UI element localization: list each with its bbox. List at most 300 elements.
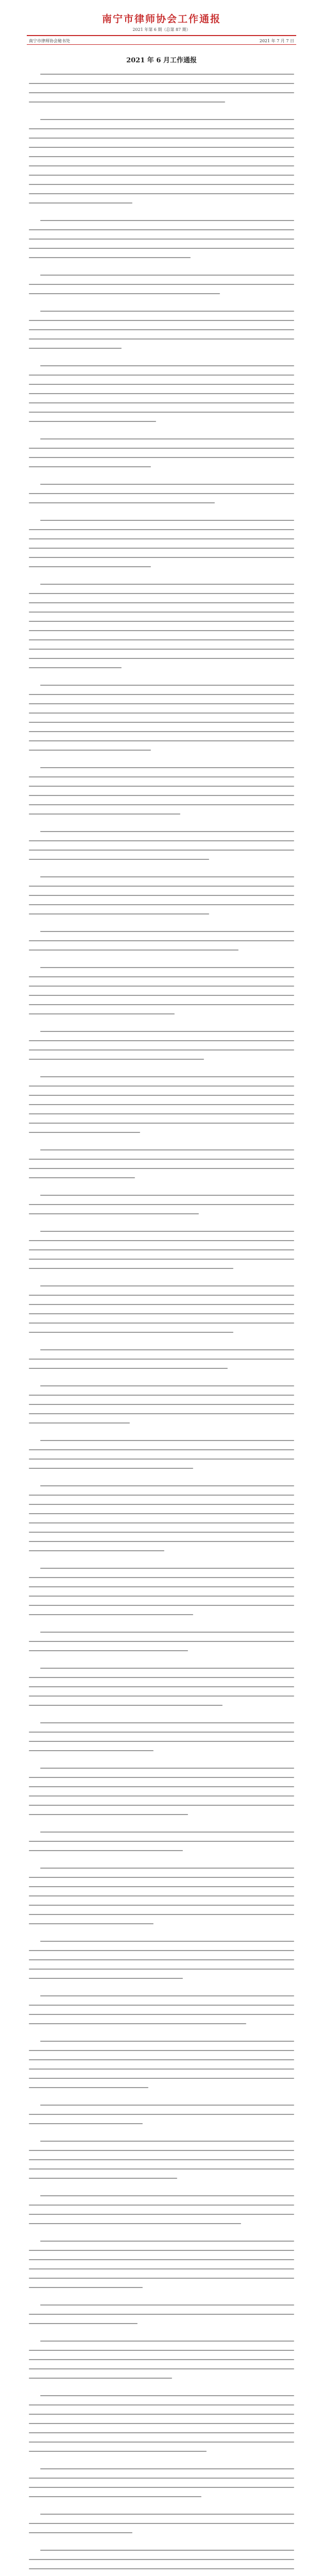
text-line bbox=[29, 972, 294, 981]
text-line-bar bbox=[40, 876, 294, 877]
text-line bbox=[29, 1936, 294, 1945]
text-line-bar bbox=[40, 1231, 294, 1232]
text-line-bar bbox=[29, 1814, 188, 1815]
text-line-bar bbox=[29, 2350, 294, 2351]
text-line-bar bbox=[29, 457, 294, 458]
text-line-bar bbox=[40, 831, 294, 832]
text-line bbox=[29, 1363, 294, 1372]
text-line-bar bbox=[29, 1323, 294, 1324]
body-paragraph bbox=[29, 1072, 294, 1137]
text-line bbox=[29, 2518, 294, 2528]
text-line bbox=[29, 2055, 294, 2064]
body-paragraph bbox=[29, 926, 294, 954]
text-line bbox=[29, 781, 294, 790]
text-line bbox=[29, 1782, 294, 1791]
text-line bbox=[29, 1327, 294, 1336]
text-line bbox=[29, 2109, 294, 2119]
text-line bbox=[29, 142, 294, 151]
text-line-bar bbox=[29, 840, 294, 841]
text-line-bar bbox=[40, 1485, 294, 1486]
body-paragraph bbox=[29, 826, 294, 863]
text-line bbox=[29, 2564, 294, 2573]
text-line-bar bbox=[29, 1914, 294, 1915]
text-line bbox=[29, 1682, 294, 1691]
text-line-bar bbox=[40, 119, 294, 120]
text-line bbox=[29, 1290, 294, 1299]
text-line-bar bbox=[29, 175, 294, 176]
body-paragraph bbox=[29, 2300, 294, 2328]
text-line bbox=[29, 1435, 294, 1445]
text-line-bar bbox=[29, 92, 294, 93]
text-line-bar bbox=[29, 2268, 294, 2269]
text-line bbox=[29, 1964, 294, 1973]
text-line bbox=[29, 2318, 294, 2328]
text-line bbox=[29, 1454, 294, 1463]
text-line-bar bbox=[29, 2532, 132, 2533]
text-line bbox=[29, 2418, 294, 2428]
text-line-bar bbox=[29, 667, 122, 668]
text-line-bar bbox=[29, 2404, 294, 2405]
text-line-bar bbox=[29, 348, 122, 349]
text-line bbox=[29, 981, 294, 990]
text-line bbox=[29, 616, 294, 625]
text-line bbox=[29, 1663, 294, 1672]
text-line-bar bbox=[40, 1385, 294, 1386]
text-line-bar bbox=[40, 2514, 294, 2515]
text-line bbox=[29, 2218, 294, 2228]
text-line-bar bbox=[29, 2259, 294, 2260]
text-line bbox=[29, 1636, 294, 1646]
text-line-bar bbox=[29, 2487, 294, 2488]
text-line-bar bbox=[29, 694, 294, 695]
text-line bbox=[29, 2300, 294, 2309]
text-line bbox=[29, 1646, 294, 1655]
text-line-bar bbox=[40, 2304, 294, 2306]
text-line-bar bbox=[29, 1304, 294, 1305]
text-line-bar bbox=[40, 275, 294, 276]
text-line bbox=[29, 772, 294, 781]
text-line bbox=[29, 325, 294, 334]
text-line bbox=[29, 790, 294, 800]
text-line bbox=[29, 179, 294, 189]
body-paragraph bbox=[29, 1345, 294, 1372]
publish-date: 2021 年 7 月 7 日 bbox=[259, 39, 294, 43]
body-paragraph bbox=[29, 1991, 294, 2028]
text-line-bar bbox=[29, 658, 294, 659]
body-paragraph bbox=[29, 215, 294, 262]
text-line bbox=[29, 2482, 294, 2492]
text-line-bar bbox=[40, 2105, 294, 2106]
text-line-bar bbox=[40, 1568, 294, 1569]
body-paragraph bbox=[29, 69, 294, 106]
text-line bbox=[29, 680, 294, 689]
text-line-bar bbox=[29, 1532, 294, 1533]
text-line bbox=[29, 1109, 294, 1118]
text-line bbox=[29, 1345, 294, 1354]
text-line-bar bbox=[29, 2123, 143, 2124]
text-line-bar bbox=[29, 2478, 294, 2479]
text-line bbox=[29, 1009, 294, 1018]
body-paragraph bbox=[29, 1435, 294, 1472]
text-line-bar bbox=[29, 2368, 294, 2369]
text-line bbox=[29, 1354, 294, 1363]
text-line bbox=[29, 543, 294, 552]
text-line bbox=[29, 1955, 294, 1964]
text-line bbox=[29, 2019, 294, 2028]
body-paragraph bbox=[29, 1026, 294, 1063]
text-line bbox=[29, 1445, 294, 1454]
text-line bbox=[29, 2273, 294, 2282]
text-line bbox=[29, 2364, 294, 2373]
text-line bbox=[29, 1809, 294, 1819]
text-line bbox=[29, 198, 294, 207]
body-paragraph bbox=[29, 2391, 294, 2455]
text-line bbox=[29, 909, 294, 918]
text-line-bar bbox=[29, 1104, 294, 1105]
text-line bbox=[29, 1081, 294, 1090]
text-line-bar bbox=[29, 229, 294, 230]
text-line bbox=[29, 398, 294, 407]
text-line-bar bbox=[40, 1149, 294, 1150]
text-line-bar bbox=[29, 1877, 294, 1878]
body-paragraph bbox=[29, 1827, 294, 1855]
text-line-bar bbox=[29, 1786, 294, 1787]
body-paragraph bbox=[29, 872, 294, 918]
text-line-bar bbox=[29, 786, 294, 787]
body-paragraph bbox=[29, 434, 294, 471]
body-paragraph bbox=[29, 114, 294, 207]
text-line bbox=[29, 1700, 294, 1709]
body-paragraph bbox=[29, 361, 294, 426]
text-line-bar bbox=[29, 621, 294, 622]
text-line bbox=[29, 588, 294, 598]
body-paragraph bbox=[29, 2100, 294, 2128]
text-line-bar bbox=[40, 2341, 294, 2342]
text-line-bar bbox=[40, 1722, 294, 1723]
text-line-bar bbox=[29, 1541, 294, 1542]
body-paragraph bbox=[29, 579, 294, 672]
text-line bbox=[29, 1572, 294, 1582]
text-line-bar bbox=[29, 548, 294, 549]
text-line bbox=[29, 663, 294, 672]
text-line-bar bbox=[29, 1204, 294, 1205]
document-title: 2021 年 6 月工作通报 bbox=[126, 57, 197, 64]
text-line-bar bbox=[29, 1459, 294, 1460]
text-line bbox=[29, 2464, 294, 2473]
text-line bbox=[29, 88, 294, 97]
text-line bbox=[29, 945, 294, 954]
text-line-bar bbox=[40, 365, 294, 366]
text-line bbox=[29, 2082, 294, 2092]
text-line-bar bbox=[29, 986, 294, 987]
text-line bbox=[29, 689, 294, 699]
text-line-bar bbox=[29, 338, 294, 340]
text-line bbox=[29, 1145, 294, 1154]
text-line-bar bbox=[29, 2059, 294, 2060]
text-line-bar bbox=[29, 412, 294, 413]
text-line bbox=[29, 2145, 294, 2155]
text-line-bar bbox=[29, 1295, 294, 1296]
text-line-bar bbox=[29, 1213, 199, 1214]
text-line-bar bbox=[29, 1168, 294, 1169]
text-line bbox=[29, 1281, 294, 1290]
text-line bbox=[29, 2173, 294, 2182]
text-line bbox=[29, 1090, 294, 1099]
text-line-bar bbox=[29, 1422, 130, 1423]
text-line bbox=[29, 625, 294, 635]
text-line bbox=[29, 1054, 294, 1063]
text-line bbox=[29, 607, 294, 616]
text-line-bar bbox=[29, 1641, 294, 1642]
text-line bbox=[29, 1163, 294, 1173]
text-line bbox=[29, 1919, 294, 1928]
text-line bbox=[29, 1691, 294, 1700]
text-line-bar bbox=[29, 2078, 294, 2079]
body-paragraph bbox=[29, 1381, 294, 1427]
body-paragraph bbox=[29, 1936, 294, 1982]
text-line-bar bbox=[29, 293, 220, 294]
body-paragraph bbox=[29, 1281, 294, 1336]
text-line-bar bbox=[40, 74, 294, 75]
text-line-bar bbox=[29, 1777, 294, 1778]
text-line bbox=[29, 726, 294, 736]
text-line-bar bbox=[29, 2050, 294, 2051]
text-line bbox=[29, 2492, 294, 2501]
text-line-bar bbox=[29, 1795, 294, 1797]
text-line-bar bbox=[29, 2205, 294, 2206]
text-line-bar bbox=[29, 850, 294, 851]
text-line-bar bbox=[29, 502, 215, 503]
text-line-bar bbox=[29, 2451, 207, 2452]
text-line bbox=[29, 1945, 294, 1955]
text-line bbox=[29, 2264, 294, 2273]
text-line bbox=[29, 1600, 294, 1609]
text-line-bar bbox=[29, 795, 294, 796]
body-paragraph bbox=[29, 2545, 294, 2576]
text-line bbox=[29, 2437, 294, 2446]
text-line-bar bbox=[29, 1504, 294, 1505]
body-paragraph bbox=[29, 2036, 294, 2092]
text-line-bar bbox=[29, 1923, 154, 1924]
text-line-bar bbox=[29, 2359, 294, 2360]
body-paragraph bbox=[29, 2336, 294, 2382]
text-line bbox=[29, 717, 294, 726]
text-line-bar bbox=[29, 630, 294, 631]
text-line-bar bbox=[40, 1768, 294, 1769]
text-line-bar bbox=[29, 1750, 154, 1751]
text-line bbox=[29, 900, 294, 909]
text-line bbox=[29, 2064, 294, 2073]
text-line bbox=[29, 1381, 294, 1390]
text-line bbox=[29, 1190, 294, 1199]
text-line bbox=[29, 114, 294, 124]
text-line bbox=[29, 1209, 294, 1218]
text-line bbox=[29, 2245, 294, 2255]
text-line-bar bbox=[29, 101, 225, 103]
text-line bbox=[29, 1399, 294, 1409]
text-line-bar bbox=[29, 731, 294, 732]
text-line-bar bbox=[29, 2323, 138, 2324]
text-line bbox=[29, 2009, 294, 2019]
text-line-bar bbox=[40, 2395, 294, 2396]
text-line-bar bbox=[29, 1095, 294, 1096]
text-line bbox=[29, 443, 294, 452]
text-line bbox=[29, 1245, 294, 1254]
text-line bbox=[29, 1800, 294, 1809]
text-line-bar bbox=[29, 128, 294, 129]
text-line-bar bbox=[29, 1268, 233, 1269]
text-line bbox=[29, 1409, 294, 1418]
text-line bbox=[29, 809, 294, 818]
text-line-bar bbox=[29, 2214, 294, 2215]
text-line bbox=[29, 1509, 294, 1518]
text-line bbox=[29, 962, 294, 972]
body-paragraph bbox=[29, 1190, 294, 1218]
text-line-bar bbox=[29, 2150, 294, 2151]
text-line-bar bbox=[29, 2014, 294, 2015]
text-line-bar bbox=[29, 2523, 294, 2524]
text-line bbox=[29, 999, 294, 1009]
text-line-bar bbox=[40, 2141, 294, 2142]
text-line-bar bbox=[29, 393, 294, 394]
text-line-bar bbox=[29, 612, 294, 613]
text-line-bar bbox=[29, 2114, 294, 2115]
text-line bbox=[29, 2191, 294, 2200]
text-line bbox=[29, 1891, 294, 1900]
text-line-bar bbox=[29, 529, 294, 530]
text-line bbox=[29, 2255, 294, 2264]
text-line bbox=[29, 1991, 294, 2000]
text-line bbox=[29, 2400, 294, 2409]
text-line bbox=[29, 1836, 294, 1845]
text-line-bar bbox=[29, 1240, 294, 1241]
text-line-bar bbox=[40, 1195, 294, 1196]
text-line bbox=[29, 552, 294, 562]
text-line-bar bbox=[29, 2314, 294, 2315]
text-line-bar bbox=[29, 1586, 294, 1587]
text-line-bar bbox=[40, 520, 294, 521]
body-paragraph bbox=[29, 2136, 294, 2182]
text-line bbox=[29, 1527, 294, 1536]
text-line bbox=[29, 2282, 294, 2292]
text-line-bar bbox=[29, 402, 294, 403]
text-line-bar bbox=[29, 493, 294, 494]
text-line bbox=[29, 1582, 294, 1591]
text-line bbox=[29, 926, 294, 936]
text-line-bar bbox=[29, 1177, 135, 1178]
text-line bbox=[29, 225, 294, 234]
text-line-bar bbox=[29, 1259, 294, 1260]
text-line-bar bbox=[29, 1686, 294, 1687]
text-line-bar bbox=[29, 703, 294, 704]
text-line-bar bbox=[29, 1059, 204, 1060]
text-line bbox=[29, 1318, 294, 1327]
text-line bbox=[29, 1390, 294, 1399]
text-line bbox=[29, 2345, 294, 2354]
text-line bbox=[29, 2528, 294, 2537]
text-line-bar bbox=[29, 1404, 294, 1405]
text-line bbox=[29, 462, 294, 471]
text-line bbox=[29, 279, 294, 289]
text-line bbox=[29, 579, 294, 588]
text-line-bar bbox=[29, 193, 294, 194]
text-line bbox=[29, 515, 294, 524]
text-line-bar bbox=[40, 931, 294, 932]
text-line bbox=[29, 2409, 294, 2418]
text-line-bar bbox=[40, 1285, 294, 1286]
text-line bbox=[29, 170, 294, 179]
text-line-bar bbox=[29, 1040, 294, 1041]
text-line bbox=[29, 708, 294, 717]
text-line bbox=[29, 1263, 294, 1273]
text-line-bar bbox=[29, 202, 132, 204]
text-line bbox=[29, 1463, 294, 1472]
text-line bbox=[29, 800, 294, 809]
text-line-bar bbox=[29, 257, 191, 258]
text-line bbox=[29, 1745, 294, 1755]
text-line bbox=[29, 1045, 294, 1054]
text-line-bar bbox=[29, 1550, 164, 1551]
text-line bbox=[29, 1609, 294, 1619]
text-line-bar bbox=[40, 1076, 294, 1077]
text-line bbox=[29, 644, 294, 653]
text-line bbox=[29, 1872, 294, 1882]
body-paragraph bbox=[29, 1226, 294, 1273]
text-line bbox=[29, 370, 294, 379]
text-line bbox=[29, 69, 294, 78]
text-line bbox=[29, 1627, 294, 1636]
text-line bbox=[29, 872, 294, 881]
text-line bbox=[29, 1882, 294, 1891]
text-line bbox=[29, 1736, 294, 1745]
text-line-bar bbox=[29, 1449, 294, 1450]
text-line-bar bbox=[29, 2423, 294, 2424]
text-line bbox=[29, 2573, 294, 2576]
text-line bbox=[29, 1772, 294, 1782]
text-line bbox=[29, 2073, 294, 2082]
text-line-bar bbox=[29, 1159, 294, 1160]
text-line bbox=[29, 2309, 294, 2318]
text-line bbox=[29, 289, 294, 298]
text-line-bar bbox=[29, 2432, 294, 2433]
text-line-bar bbox=[29, 1614, 193, 1615]
text-line bbox=[29, 479, 294, 488]
body-paragraph bbox=[29, 1718, 294, 1755]
text-line bbox=[29, 97, 294, 106]
text-line-bar bbox=[29, 466, 151, 467]
text-line-bar bbox=[29, 1959, 294, 1960]
text-line-bar bbox=[29, 83, 294, 84]
text-line bbox=[29, 379, 294, 388]
text-line-bar bbox=[29, 2414, 294, 2415]
text-line bbox=[29, 189, 294, 198]
text-line-bar bbox=[29, 156, 294, 157]
text-line bbox=[29, 1199, 294, 1209]
text-line-bar bbox=[29, 886, 294, 887]
text-line bbox=[29, 1718, 294, 1727]
text-line-bar bbox=[29, 1969, 294, 1970]
text-line bbox=[29, 524, 294, 534]
text-line-bar bbox=[29, 248, 294, 249]
text-line bbox=[29, 252, 294, 262]
text-line bbox=[29, 498, 294, 507]
text-line-bar bbox=[29, 1577, 294, 1578]
text-line-bar bbox=[29, 895, 294, 896]
text-line-bar bbox=[40, 1941, 294, 1942]
text-line-bar bbox=[29, 1113, 294, 1114]
body-paragraph bbox=[29, 962, 294, 1018]
text-line bbox=[29, 2391, 294, 2400]
